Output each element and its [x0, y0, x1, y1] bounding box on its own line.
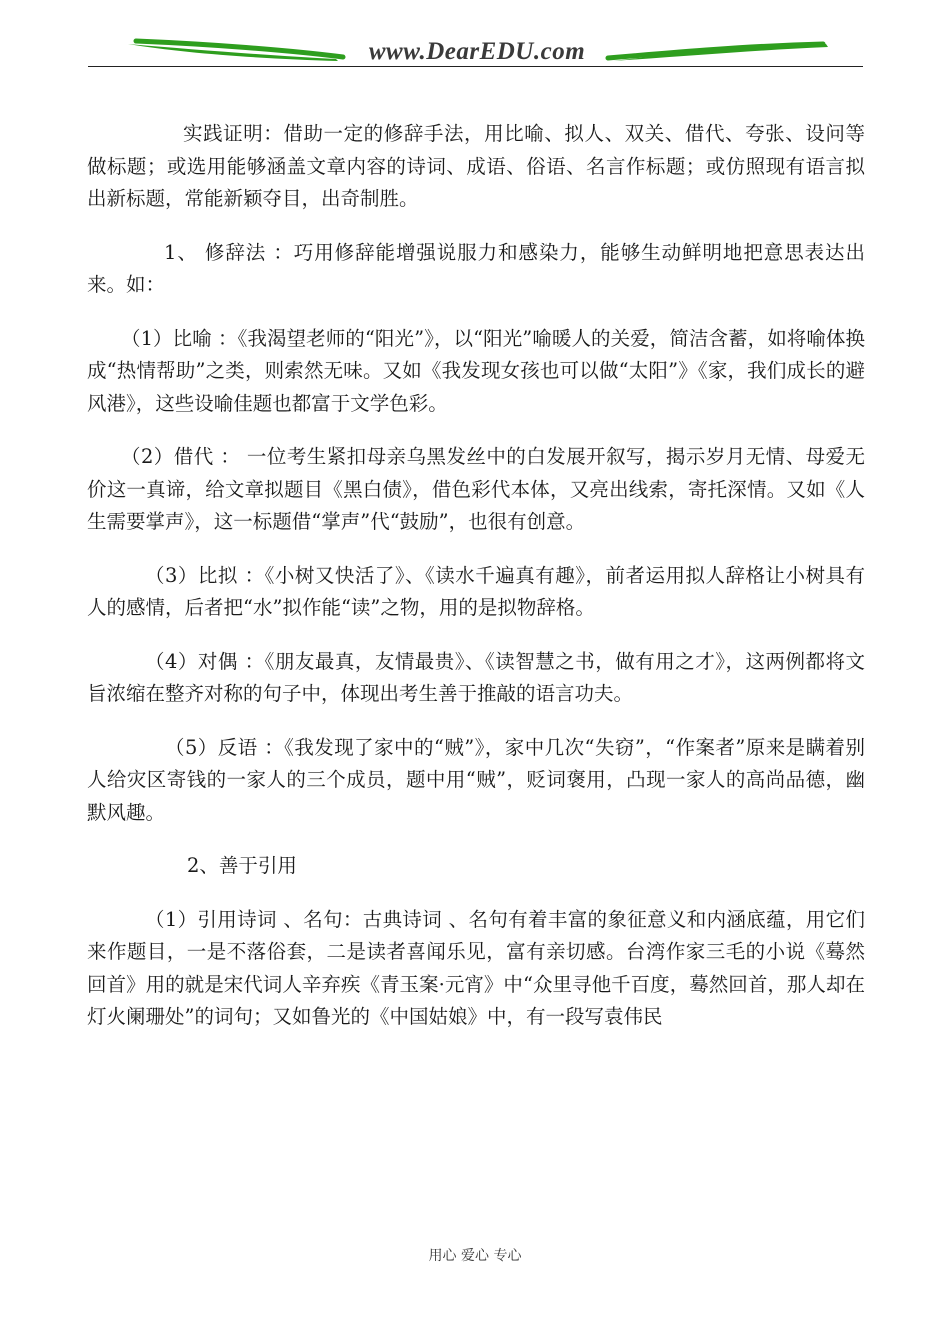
section-1-heading: 1、 修辞法 ：巧用修辞能增强说服力和感染力，能够生动鲜明地把意思表达出来。如： [87, 240, 865, 296]
site-brand: www.DearEDU.com [368, 38, 586, 65]
rhetoric-metaphor: （1）比喻 ：《我渴望老师的“阳光”》，以“阳光”喻暖人的关爱，简洁含蓄，如将喻体换成“热情帮助”之类，则索然无味。又如《我发现女孩也可以做“太阳”》《家，我们成长的避风港》，这些设喻佳题也都富于文学色彩。 [87, 326, 865, 415]
quotation-paragraph: （1）引用诗词 、名句：古典诗词 、名句有着丰富的象征意义和内涵底蕴，用它们来作题目，一是不落俗套，二是读者喜闻乐见，富有亲切感。台湾作家三毛的小说《蓦然回首》用的就是宋代词人辛弃疾《青玉案·元宵》中“众里寻他千百度，蓦然回首，那人却在灯火阑珊处”的词句；又如鲁光的《中国姑娘》中，有一段写袁伟民 [87, 907, 865, 1028]
intro-paragraph: 实践证明：借助一定的修辞手法，用比喻、拟人、双关、借代、夸张、设问等做标题；或选用能够涵盖文章内容的诗词、成语、俗语、名言作标题；或仿照现有语言拟出新标题，常能新颖夺目，出奇制胜。 [87, 122, 865, 210]
rhetoric-irony: （5）反语 ：《我发现了家中的“贼”》，家中几次“失窃”，“作案者”原来是瞒着别人给灾区寄钱的一家人的三个成员，题中用“贼”，贬词褒用，凸现一家人的高尚品德，幽默风趣。 [87, 735, 865, 824]
rhetoric-personification: （3）比拟 ：《小树又快活了》、《读水千遍真有趣》，前者运用拟人辞格让小树具有人的感情，后者把“水”拟作能“读”之物，用的是拟物辞格。 [87, 563, 865, 619]
page-footer: 用心 爱心 专心 [428, 1248, 522, 1264]
header-divider [88, 66, 863, 67]
document-body [87, 118, 865, 1055]
rhetoric-metonymy: （2）借代 ： 一位考生紧扣母亲乌黑发丝中的白发展开叙写，揭示岁月无情、母爱无价这一真谛，给文章拟题目《黑白债》，借色彩代本体，又亮出线索，寄托深情。又如《人生需要掌声》，这一标题借“掌声”代“鼓励”，也很有创意。 [87, 445, 865, 533]
rhetoric-antithesis: （4）对偶 ：《朋友最真，友情最贵》、《读智慧之书，做有用之才》，这两例都将文旨浓缩在整齐对称的句子中，体现出考生善于推敲的语言功夫。 [87, 649, 865, 705]
section-2-heading: 2、善于引用 [187, 854, 297, 877]
